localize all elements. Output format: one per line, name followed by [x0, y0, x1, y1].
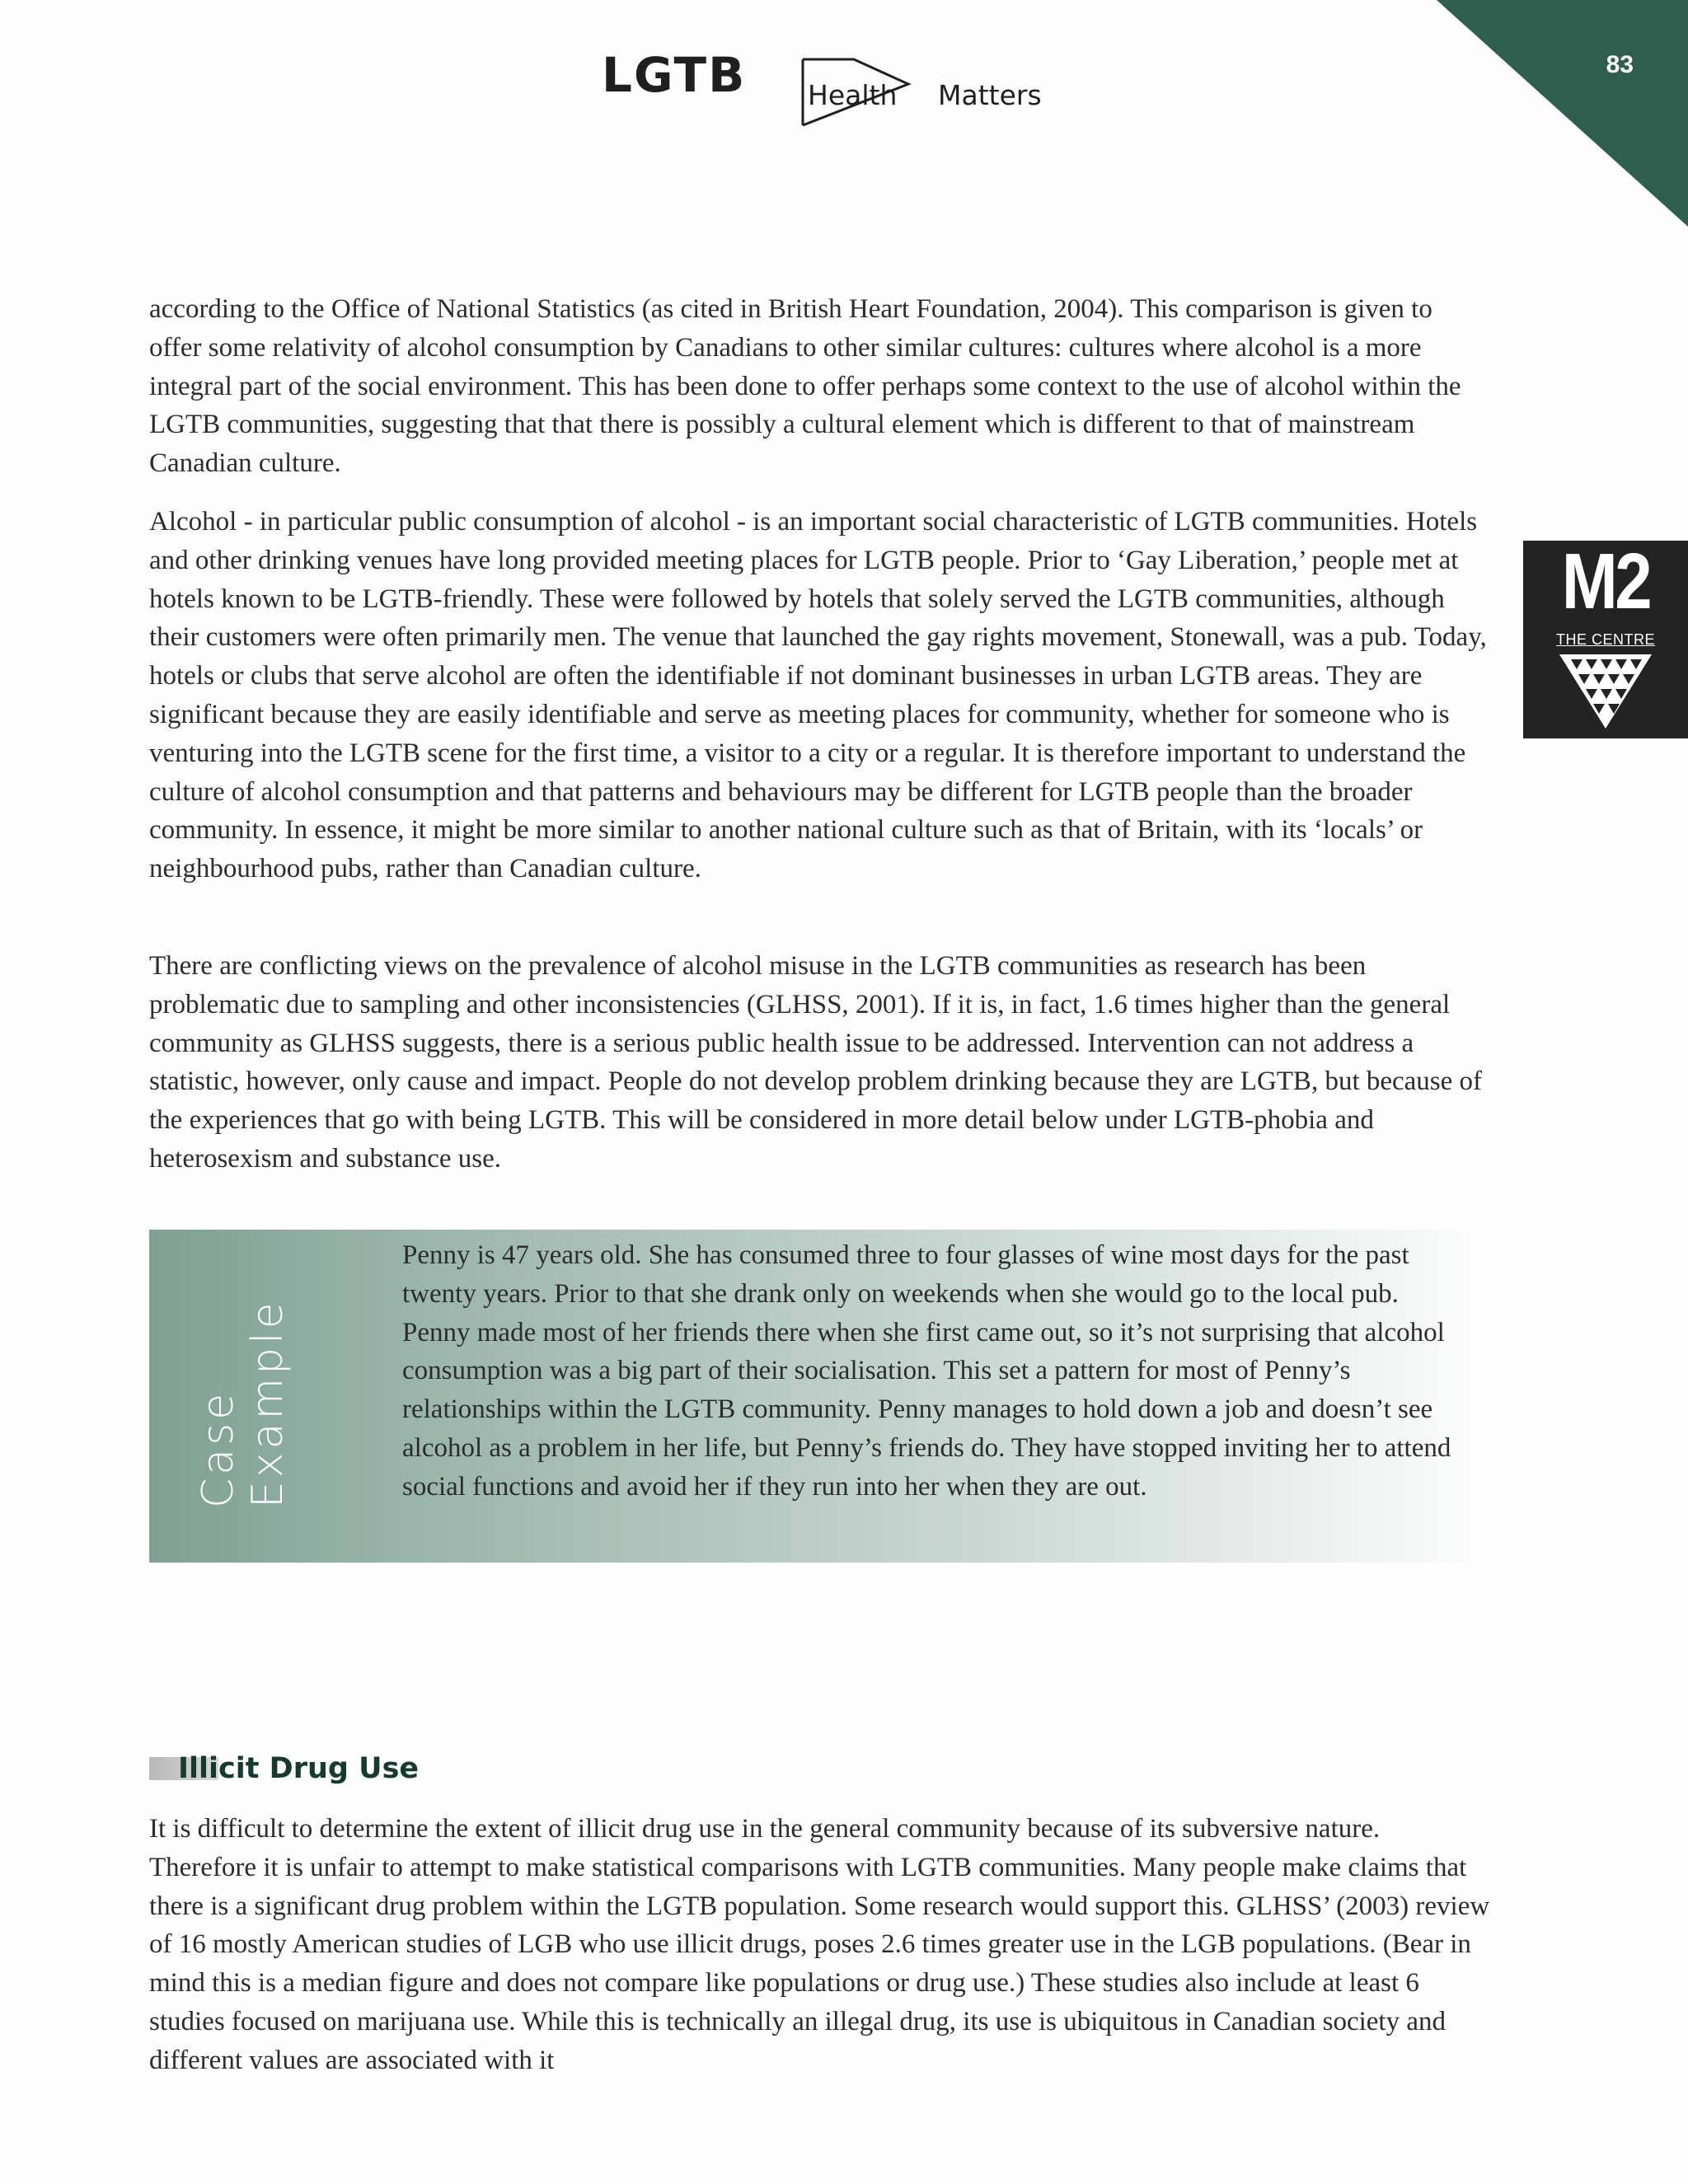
case-example-box — [149, 1230, 1491, 1563]
page-number: 83 — [1606, 51, 1634, 78]
logo-wordmark: LGTB — [602, 47, 747, 103]
section-heading-text: Illicit Drug Use — [178, 1752, 420, 1785]
triangle-logo-icon — [1556, 649, 1655, 732]
section-heading — [149, 1750, 419, 1787]
module-label: THE CENTRE — [1555, 631, 1655, 648]
case-label-line1: Case — [194, 1390, 243, 1508]
case-example-text: Penny is 47 years old. She has consumed three to four glasses of wine most days for the past twenty years. Prior to that she drank only on weekends when she would go to the local pub. Penny made most of her friends there when she first came out, so it’s not surprising that alcohol consumption was a big part of their socialisation. This set a pattern for most of Penny’s relationships within the LGTB community. Penny manages to hold down a job and doesn’t see alcohol as a problem in her life, but Penny’s friends do. They have stopped inviting her to attend social functions and avoid her if they run into her when they are out. — [402, 1240, 1451, 1502]
case-label-line2: Example — [243, 1299, 293, 1508]
logo-matters-word: Matters — [938, 79, 1042, 111]
body-paragraph: Alcohol - in particular public consumption of alcohol - is an important social characteristic of LGTB communities. Hotels and other drinking venues have long provided meeting places for LGTB people. Prior to ‘Gay Liberation,’ people met at hotels known to be LGTB-friendly. These were followed by hotels that solely served the LGTB communities, although their customers were often primarily men. The venue that launched the gay rights movement, Stonewall, was a pub. Today, hotels or clubs that serve alcohol are often the identifiable if not dominant businesses in urban LGTB areas. They are significant because they are easily identifiable and serve as meeting places for community, whether for someone who is venturing into the LGTB scene for the first time, a visitor to a city or a regular. It is therefore important to understand the culture of alcohol consumption and that patterns and behaviours may be different for LGTB people than the broader community. In essence, it might be more similar to another national culture such as that of Britain, with its ‘locals’ or neighbourhood pubs, rather than Canadian culture. — [149, 507, 1487, 884]
corner-triangle — [1437, 0, 1688, 227]
logo-health-word: Health — [808, 79, 898, 111]
case-example-label — [194, 1299, 293, 1508]
module-code: M2 — [1561, 537, 1650, 626]
module-tab — [1523, 537, 1688, 738]
body-paragraph: It is difficult to determine the extent of illicit drug use in the general community because of its subversive nature. Therefore it is unfair to attempt to make statistical comparisons with LGTB communities. Many people make claims that there is a significant drug problem within the LGTB population. Some research would support this. GLHSS’ (2003) review of 16 mostly American studies of LGB who use illicit drugs, poses 2.6 times greater use in the LGB populations. (Bear in mind this is a median figure and does not compare like populations or drug use.) These studies also include at least 6 studies focused on marijuana use. While this is technically an illegal drug, its use is ubiquitous in Canadian society and different values are associated with it — [149, 1814, 1490, 2075]
body-paragraph: according to the Office of National Statistics (as cited in British Heart Foundation, 2004). This comparison is given to offer some relativity of alcohol consumption by Canadians to other similar cultures: cultures where alcohol is a more integral part of the social environment. This has been done to offer perhaps some context to the use of alcohol within the LGTB communities, suggesting that that there is possibly a cultural element which is different to that of mainstream Canadian culture. — [149, 294, 1461, 479]
publication-logo — [602, 47, 1129, 134]
body-paragraph: There are conflicting views on the prevalence of alcohol misuse in the LGTB communities as research has been problematic due to sampling and other inconsistencies (GLHSS, 2001). If it is, in fact, 1.6 times higher than the general community as GLHSS suggests, there is a serious public health issue to be addressed. Intervention can not address a statistic, however, only cause and impact. People do not develop problem drinking because they are LGTB, but because of the experiences that go with being LGTB. This will be considered in more detail below under LGTB-phobia and heterosexism and substance use. — [149, 951, 1483, 1174]
